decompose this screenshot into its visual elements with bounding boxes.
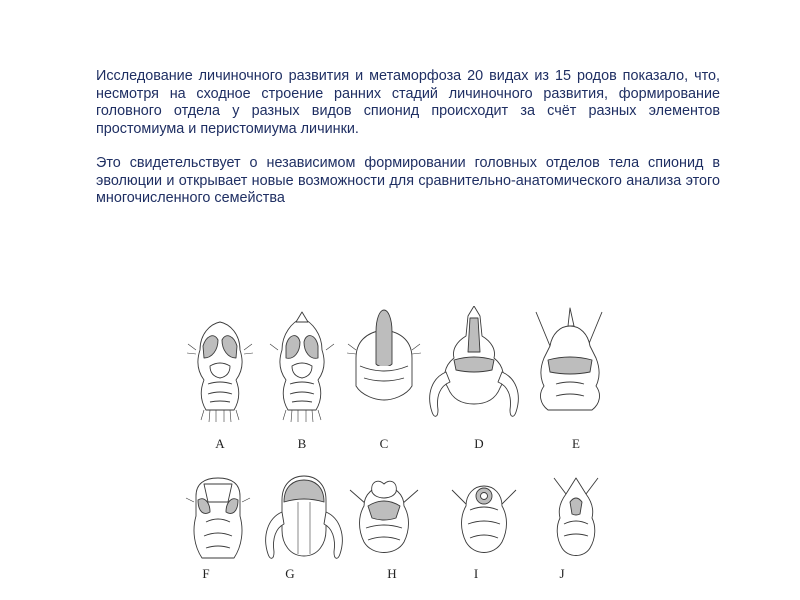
panel-label-f: F bbox=[202, 566, 210, 581]
paragraph-2: Это свидетельствует о независимом формировании головных отделов тела спионид в эволюции и открывает новые возможности для сравнительно-анатомического анализа этого многочисленного семейства bbox=[96, 155, 720, 206]
larva-drawing-h bbox=[350, 481, 418, 552]
larva-drawing-g bbox=[266, 476, 343, 558]
panel-label-j: J bbox=[559, 566, 565, 581]
larva-drawing-b bbox=[270, 312, 334, 422]
larva-drawing-c bbox=[347, 310, 421, 400]
larva-drawing-i bbox=[452, 486, 516, 553]
panel-label-d: D bbox=[474, 436, 484, 451]
larva-drawing-j bbox=[554, 478, 598, 556]
panel-label-i: I bbox=[473, 566, 479, 581]
text-block bbox=[96, 68, 720, 208]
larva-drawing-a bbox=[187, 322, 253, 422]
paragraph-1: Исследование личиночного развития и метаморфоза 20 видах из 15 родов показало, что, несмотря на сходное строение ранних стадий личиночного развития, формирование головного отдела у разных видов спионид происходит за счёт разных элементов простомиума и перистомиума личинки. bbox=[96, 68, 720, 137]
panel-label-b: B bbox=[297, 436, 307, 451]
larva-drawing-e bbox=[536, 308, 602, 410]
panel-label-a: A bbox=[215, 436, 225, 451]
panel-label-g: G bbox=[285, 566, 295, 581]
larva-drawing-d bbox=[430, 306, 519, 416]
panel-label-e: E bbox=[572, 436, 580, 451]
larvae-illustration bbox=[170, 306, 630, 592]
larva-drawing-f bbox=[186, 478, 250, 558]
panel-label-c: C bbox=[379, 436, 389, 451]
larvae-figure bbox=[170, 306, 630, 592]
panel-label-h: H bbox=[387, 566, 397, 581]
